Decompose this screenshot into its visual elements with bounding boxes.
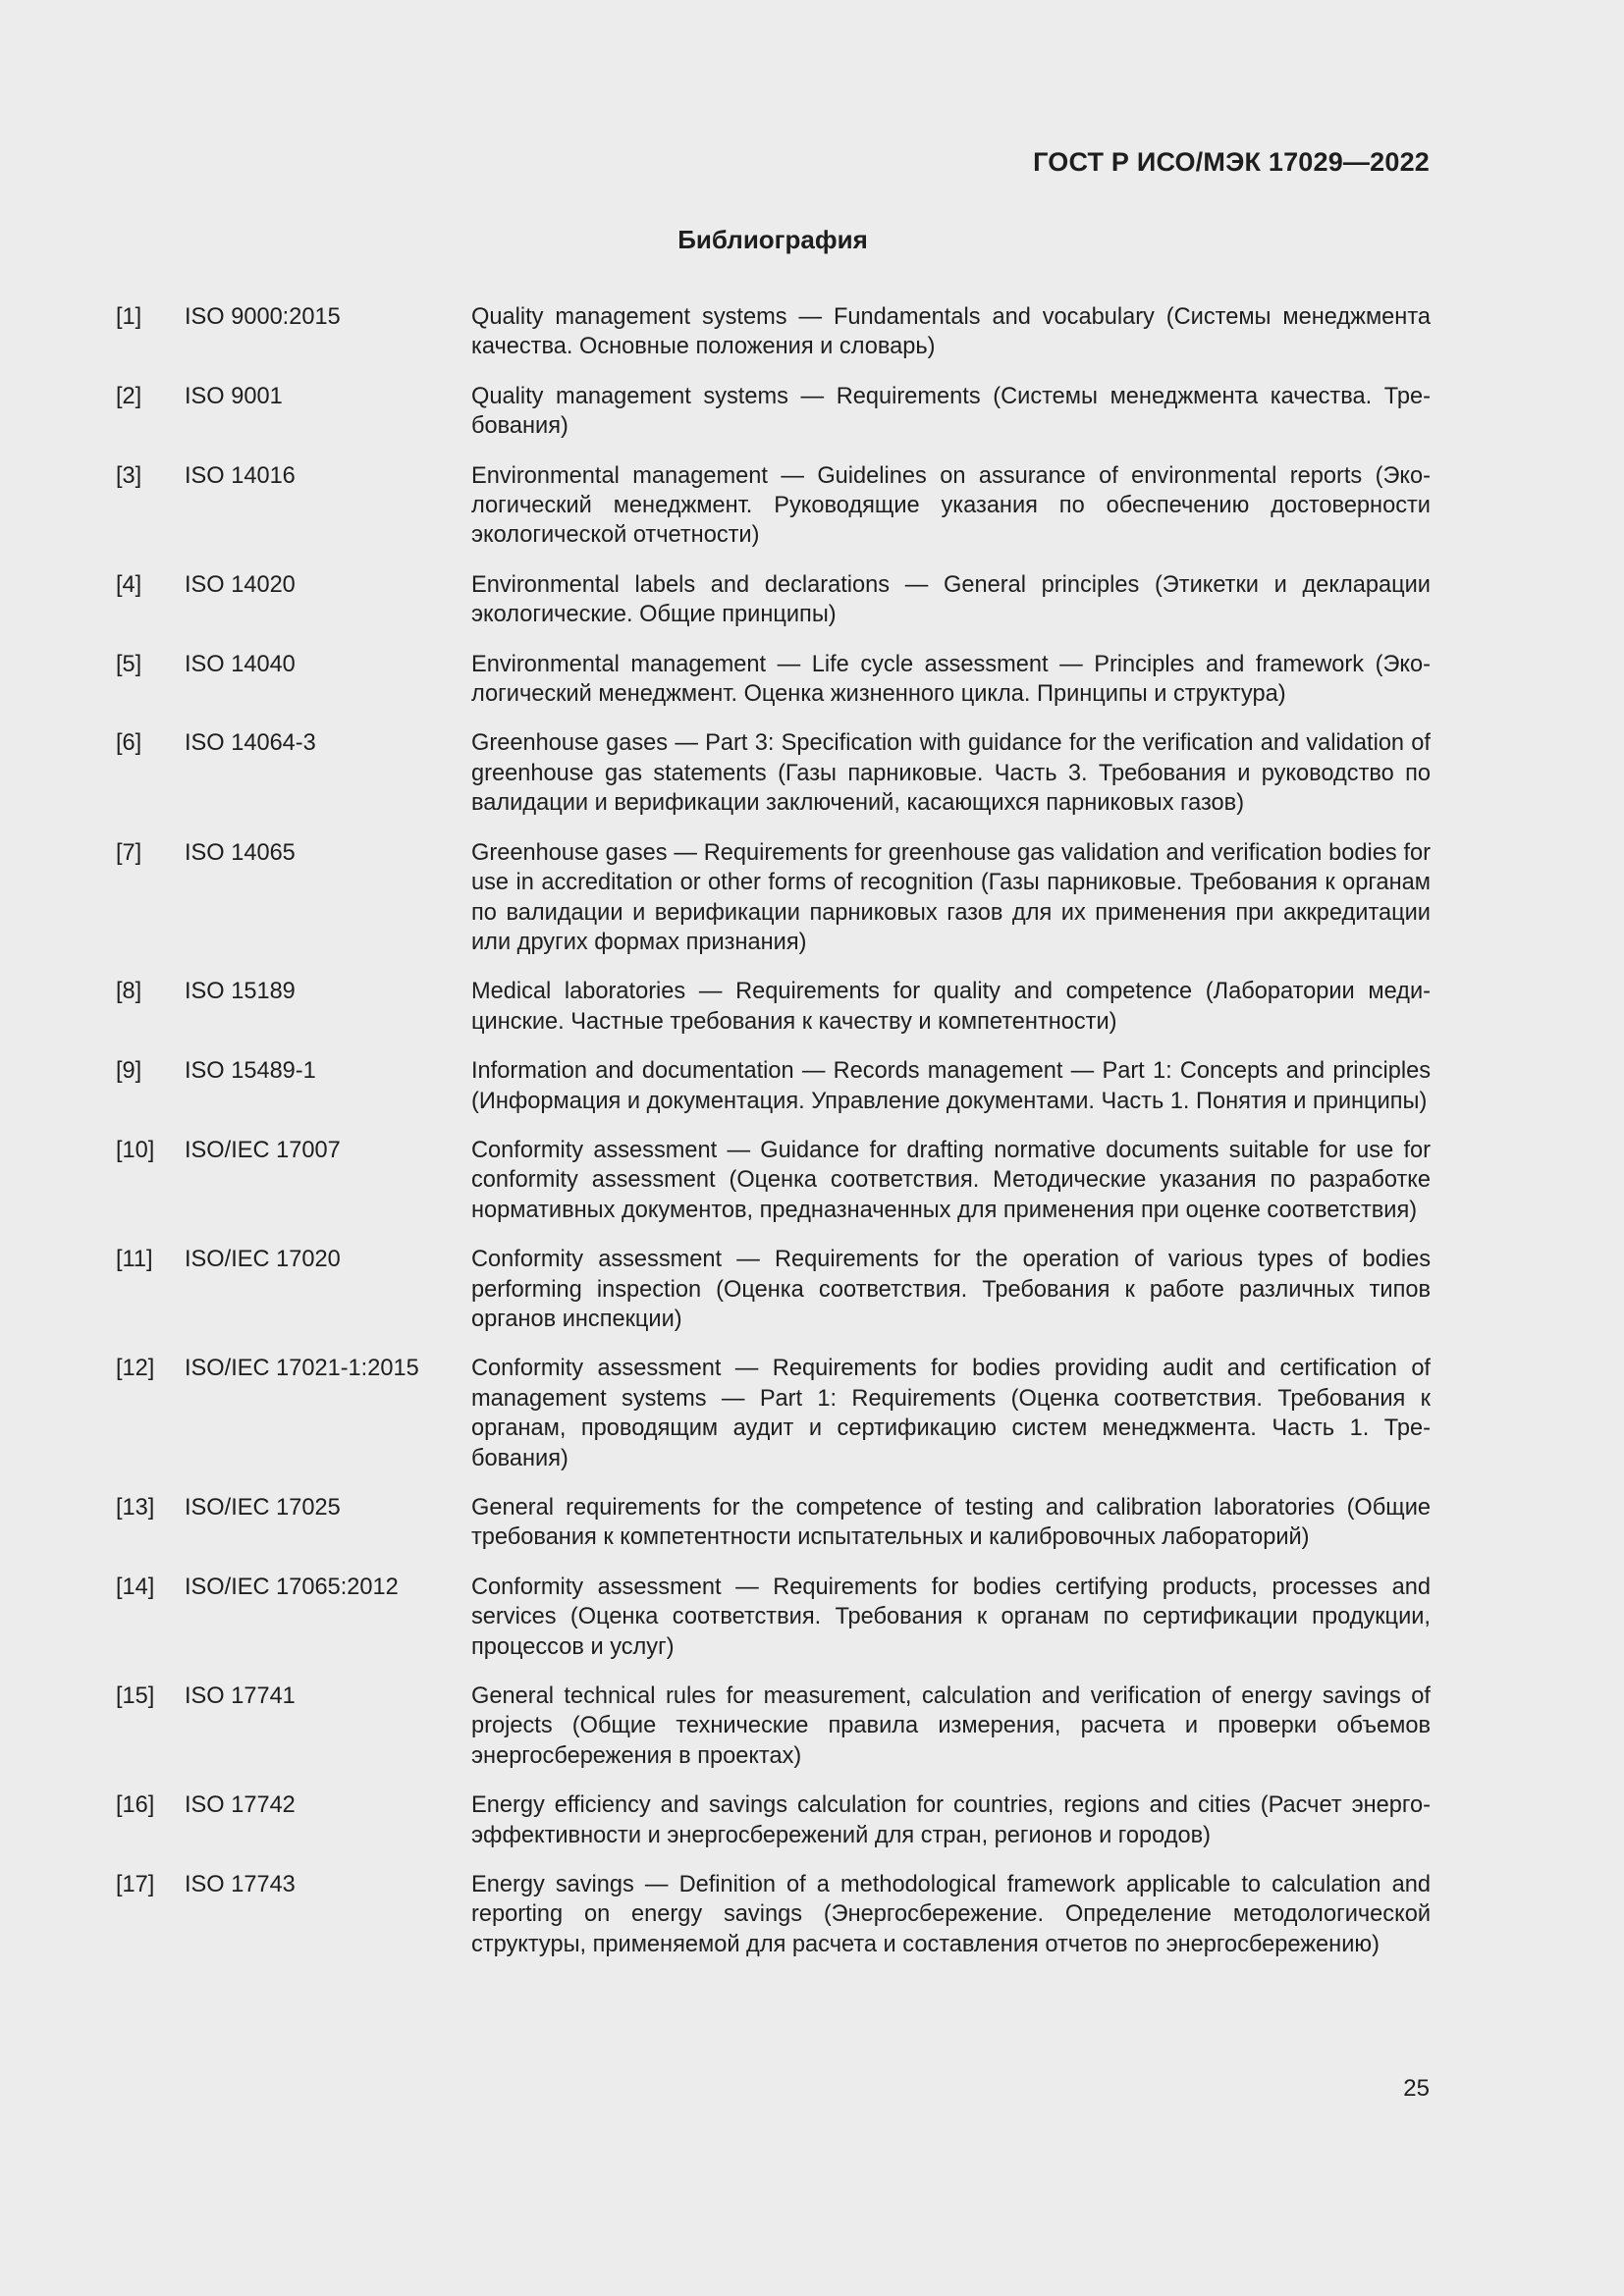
entry-standard-code: ISO 14064-3 xyxy=(185,730,316,757)
bibliography-entry xyxy=(116,838,1431,958)
entry-number: [12] xyxy=(116,1356,155,1382)
entry-standard-code: ISO 14016 xyxy=(185,462,296,489)
entry-standard-code: ISO/IEC 17021-1:2015 xyxy=(185,1356,419,1382)
entry-title: Quality management systems — Fundamentals and vocabulary (Системы менеджмента качества. Основные положения и словарь) xyxy=(471,304,1431,360)
entry-title: Environmental management — Life cycle assessment — Principles and framework (Экологический менеджмент. Оценка жизненного цикла. Принципы и структура) xyxy=(471,651,1431,708)
entry-title: Energy efficiency and savings calculation for countries, regions and cities (Расчет энергоэффективности и энергосбережений для стран, регионов и городов) xyxy=(471,1792,1431,1848)
entry-title: General requirements for the competence of testing and calibration laboratories (Общие требования к компетентности испытательных и калибровочных лабораторий) xyxy=(471,1495,1431,1551)
entry-title: Greenhouse gases — Part 3: Specification with guidance for the verification and validation of greenhouse gas statements (Газы парниковые. Часть 3. Требования и руководство по валидации и верификации заключений, касающихся парниковых газов) xyxy=(471,730,1431,817)
section-title: Библиография xyxy=(677,225,868,254)
bibliography-entry xyxy=(116,1870,1431,1959)
bibliography-entry xyxy=(116,1354,1431,1473)
entry-number: [6] xyxy=(116,730,142,757)
entry-number: [4] xyxy=(116,571,142,598)
entry-standard-code: ISO 9000:2015 xyxy=(185,304,341,330)
bibliography-entry xyxy=(116,1245,1431,1334)
entry-standard-code: ISO 14040 xyxy=(185,651,296,677)
entry-number: [11] xyxy=(116,1247,153,1273)
bibliography-entry xyxy=(116,382,1431,442)
bibliography-entry xyxy=(116,570,1431,630)
bibliography-entry xyxy=(116,1056,1431,1116)
bibliography-list xyxy=(116,302,1431,1979)
entry-number: [17] xyxy=(116,1872,155,1898)
entry-number: [5] xyxy=(116,651,142,677)
entry-number: [1] xyxy=(116,304,142,330)
entry-title: Conformity assessment — Guidance for drafting normative documents suitable for use for conformity assessment (Оценка соответствия. Методические указания по разработке нормативных документов, предназначенных для применения при оценке соответствия) xyxy=(471,1137,1431,1223)
entry-number: [16] xyxy=(116,1792,155,1819)
entry-title: Medical laboratories — Requirements for quality and competence (Лаборатории медицинские. Частные требования к качеству и компетентности) xyxy=(471,979,1431,1035)
entry-standard-code: ISO/IEC 17007 xyxy=(185,1137,341,1163)
entry-title: Conformity assessment — Requirements for bodies certifying products, processes and services (Оценка соответствия. Требования к органам по сертификации продукции, процессов и услуг) xyxy=(471,1574,1431,1660)
entry-title: Quality management systems — Requirements (Системы менеджмента качества. Требования) xyxy=(471,383,1431,440)
entry-title: Energy savings — Definition of a methodological framework applicable to calculation and reporting on energy savings (Энергосбережение. Определение методологической структуры, применяемой для расчета и составления отчетов по энергосбережению) xyxy=(471,1872,1431,1957)
entry-number: [13] xyxy=(116,1495,155,1521)
entry-standard-code: ISO 17741 xyxy=(185,1683,296,1710)
bibliography-entry xyxy=(116,1136,1431,1225)
entry-number: [7] xyxy=(116,839,142,866)
entry-number: [15] xyxy=(116,1683,155,1710)
entry-standard-code: ISO 15489-1 xyxy=(185,1058,316,1085)
entry-number: [3] xyxy=(116,462,142,489)
entry-number: [9] xyxy=(116,1058,142,1085)
entry-title: Environmental labels and declarations — General principles (Этикетки и декларации экологические. Общие принципы) xyxy=(471,571,1431,628)
bibliography-entry xyxy=(116,977,1431,1037)
bibliography-entry xyxy=(116,650,1431,710)
bibliography-entry xyxy=(116,1573,1431,1662)
bibliography-entry xyxy=(116,302,1431,362)
entry-standard-code: ISO/IEC 17020 xyxy=(185,1247,341,1273)
document-code-header: ГОСТ Р ИСО/МЭК 17029—2022 xyxy=(1033,147,1430,177)
bibliography-entry xyxy=(116,1493,1431,1553)
bibliography-entry xyxy=(116,461,1431,551)
entry-number: [2] xyxy=(116,383,142,409)
page-number: 25 xyxy=(1403,2075,1430,2102)
bibliography-entry xyxy=(116,1682,1431,1771)
entry-number: [10] xyxy=(116,1137,155,1163)
entry-title: Information and documentation — Records management — Part 1: Concepts and principles (Информация и документация. Управление документами. Часть 1. Понятия и принципы) xyxy=(471,1058,1431,1114)
entry-standard-code: ISO 14020 xyxy=(185,571,296,598)
entry-standard-code: ISO/IEC 17025 xyxy=(185,1495,341,1521)
entry-standard-code: ISO 17743 xyxy=(185,1872,296,1898)
entry-title: Greenhouse gases — Requirements for greenhouse gas validation and verification bodies for use in accreditation or other forms of recognition (Газы парниковые. Требования к органам по валидации и верификации парниковых газов для их применения при аккредитации или других формах признания) xyxy=(471,839,1431,955)
entry-number: [14] xyxy=(116,1574,155,1600)
entry-standard-code: ISO/IEC 17065:2012 xyxy=(185,1574,399,1600)
entry-standard-code: ISO 15189 xyxy=(185,979,296,1005)
entry-title: General technical rules for measurement, calculation and verification of energy savings of projects (Общие технические правила измерения, расчета и проверки объемов энергосбережения в проектах) xyxy=(471,1683,1431,1769)
entry-standard-code: ISO 14065 xyxy=(185,839,296,866)
entry-standard-code: ISO 17742 xyxy=(185,1792,296,1819)
entry-title: Environmental management — Guidelines on assurance of environmental reports (Экологический менеджмент. Руководящие указания по обеспечению достоверности экологической отчетности) xyxy=(471,462,1431,549)
entry-standard-code: ISO 9001 xyxy=(185,383,283,409)
bibliography-entry xyxy=(116,728,1431,818)
entry-title: Conformity assessment — Requirements for bodies providing audit and certification of management systems — Part 1: Requirements (Оценка соответствия. Требования к органам, проводящим аудит и сертификацию систем менеджмента. Часть 1. Требования) xyxy=(471,1356,1431,1471)
entry-title: Conformity assessment — Requirements for the operation of various types of bodies performing inspection (Оценка соответствия. Требования к работе различных типов органов инспекции) xyxy=(471,1247,1431,1332)
entry-number: [8] xyxy=(116,979,142,1005)
bibliography-entry xyxy=(116,1790,1431,1850)
